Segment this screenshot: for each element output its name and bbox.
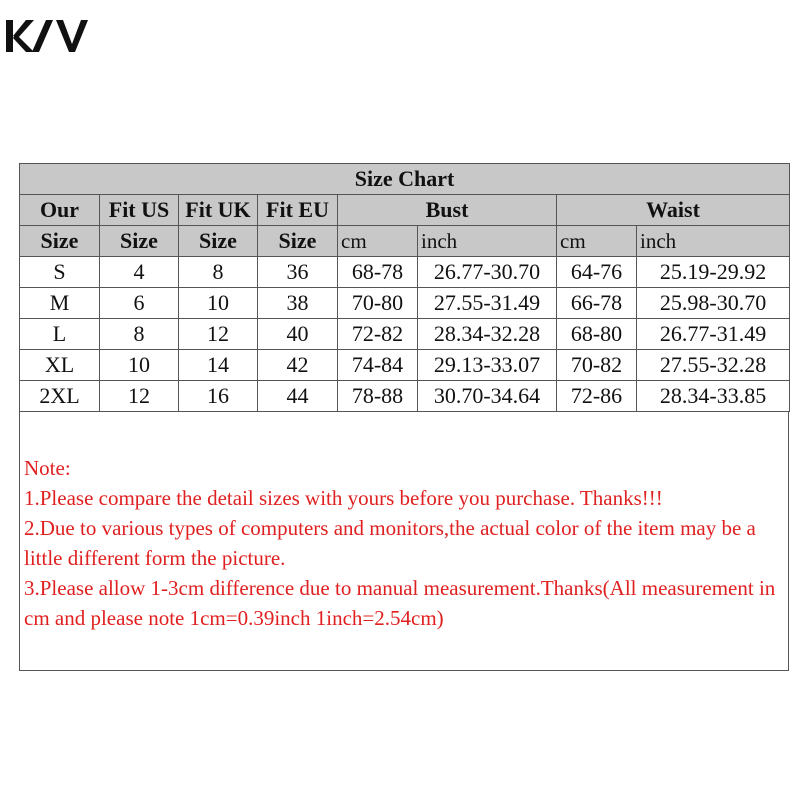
cell-bust-cm: 74-84 bbox=[338, 350, 418, 381]
header-bust-inch: inch bbox=[418, 226, 557, 257]
klv-logo-icon bbox=[6, 16, 90, 56]
header-waist-inch: inch bbox=[637, 226, 790, 257]
cell-waist-inch: 26.77-31.49 bbox=[637, 319, 790, 350]
cell-bust-inch: 29.13-33.07 bbox=[418, 350, 557, 381]
size-chart-table bbox=[19, 163, 790, 412]
table-row bbox=[20, 381, 790, 412]
cell-size: L bbox=[20, 319, 100, 350]
header-fit-uk-sub: Size bbox=[179, 226, 258, 257]
table-row bbox=[20, 257, 790, 288]
cell-waist-cm: 72-86 bbox=[557, 381, 637, 412]
cell-waist-cm: 64-76 bbox=[557, 257, 637, 288]
cell-waist-inch: 27.55-32.28 bbox=[637, 350, 790, 381]
header-fit-uk: Fit UK bbox=[179, 195, 258, 226]
header-waist-cm: cm bbox=[557, 226, 637, 257]
cell-eu: 44 bbox=[258, 381, 338, 412]
cell-size: M bbox=[20, 288, 100, 319]
notes-heading: Note: bbox=[24, 456, 71, 480]
cell-bust-inch: 28.34-32.28 bbox=[418, 319, 557, 350]
cell-bust-cm: 70-80 bbox=[338, 288, 418, 319]
cell-bust-inch: 30.70-34.64 bbox=[418, 381, 557, 412]
note-line: 2.Due to various types of computers and monitors,the actual color of the item may be a little different form the picture. bbox=[24, 516, 756, 570]
cell-eu: 40 bbox=[258, 319, 338, 350]
cell-bust-cm: 78-88 bbox=[338, 381, 418, 412]
cell-uk: 10 bbox=[179, 288, 258, 319]
table-row bbox=[20, 319, 790, 350]
cell-us: 8 bbox=[100, 319, 179, 350]
header-our-size: Our bbox=[20, 195, 100, 226]
cell-eu: 38 bbox=[258, 288, 338, 319]
brand-logo bbox=[6, 16, 90, 61]
cell-bust-inch: 27.55-31.49 bbox=[418, 288, 557, 319]
cell-waist-inch: 25.98-30.70 bbox=[637, 288, 790, 319]
header-our-size-sub: Size bbox=[20, 226, 100, 257]
size-chart-sheet bbox=[19, 163, 789, 671]
header-bust-cm: cm bbox=[338, 226, 418, 257]
notes-block bbox=[24, 453, 784, 633]
cell-bust-cm: 72-82 bbox=[338, 319, 418, 350]
header-fit-us: Fit US bbox=[100, 195, 179, 226]
table-row bbox=[20, 350, 790, 381]
cell-uk: 16 bbox=[179, 381, 258, 412]
cell-waist-cm: 68-80 bbox=[557, 319, 637, 350]
cell-bust-inch: 26.77-30.70 bbox=[418, 257, 557, 288]
cell-uk: 14 bbox=[179, 350, 258, 381]
cell-uk: 12 bbox=[179, 319, 258, 350]
header-fit-eu-sub: Size bbox=[258, 226, 338, 257]
cell-size: XL bbox=[20, 350, 100, 381]
note-line: 3.Please allow 1-3cm difference due to manual measurement.Thanks(All measurement in cm and please note 1cm=0.39inch 1inch=2.54cm) bbox=[24, 576, 776, 630]
cell-size: S bbox=[20, 257, 100, 288]
header-bust: Bust bbox=[338, 195, 557, 226]
cell-uk: 8 bbox=[179, 257, 258, 288]
cell-waist-inch: 25.19-29.92 bbox=[637, 257, 790, 288]
cell-waist-cm: 66-78 bbox=[557, 288, 637, 319]
cell-us: 10 bbox=[100, 350, 179, 381]
cell-bust-cm: 68-78 bbox=[338, 257, 418, 288]
cell-us: 4 bbox=[100, 257, 179, 288]
note-line: 1.Please compare the detail sizes with yours before you purchase. Thanks!!! bbox=[24, 486, 663, 510]
header-fit-us-sub: Size bbox=[100, 226, 179, 257]
cell-us: 6 bbox=[100, 288, 179, 319]
cell-us: 12 bbox=[100, 381, 179, 412]
cell-eu: 36 bbox=[258, 257, 338, 288]
cell-size: 2XL bbox=[20, 381, 100, 412]
header-fit-eu: Fit EU bbox=[258, 195, 338, 226]
table-row bbox=[20, 288, 790, 319]
cell-waist-inch: 28.34-33.85 bbox=[637, 381, 790, 412]
cell-waist-cm: 70-82 bbox=[557, 350, 637, 381]
table-title: Size Chart bbox=[20, 164, 790, 195]
cell-eu: 42 bbox=[258, 350, 338, 381]
header-waist: Waist bbox=[557, 195, 790, 226]
